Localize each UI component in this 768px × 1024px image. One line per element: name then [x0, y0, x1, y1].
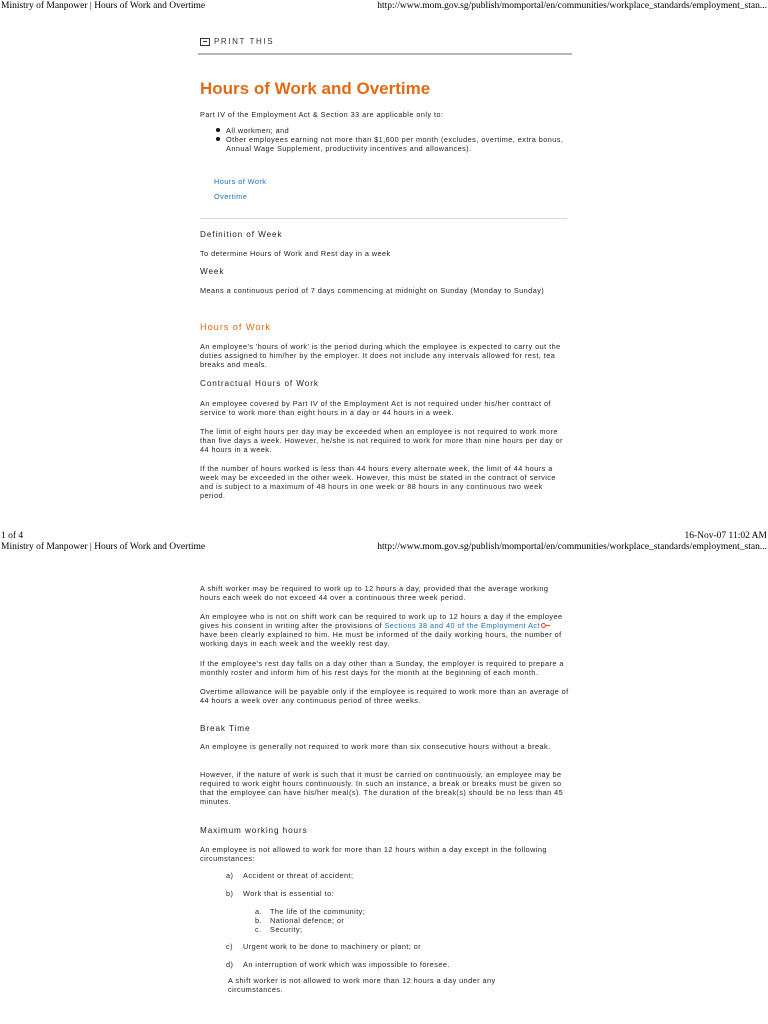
hours-of-work-text: An employee's 'hours of work' is the period during which the employee is expected to carry out the duties assigned to him/her by the employer. It does not include any intervals allowed for rest, tea breaks and meals.: [200, 342, 561, 369]
list-item: a) Accident or threat of accident;: [226, 871, 354, 880]
week-text: Means a continuous period of 7 days commencing at midnight on Sunday (Monday to Sunday): [200, 286, 545, 295]
list-item: b. National defence; or: [255, 916, 345, 925]
list-item: Other employees earning not more than $1,600 per month (excludes, overtime, extra bonus, Annual Wage Supplement, productivity incentives and allowances).: [200, 135, 580, 153]
definition-heading: Definition of Week: [200, 230, 283, 239]
header-title: Ministry of Manpower | Hours of Work and Overtime: [1, 542, 206, 552]
external-link-icon: [541, 623, 550, 629]
list-item: d) An interruption of work which was impossible to foresee.: [226, 960, 450, 969]
intro-text: Part IV of the Employment Act & Section 33 are applicable only to:: [200, 110, 444, 119]
link-overtime[interactable]: Overtime: [214, 192, 248, 201]
intro-bullets: [200, 126, 580, 153]
shift-p4: Overtime allowance will be payable only if the employee is required to work more than an average of 44 hours a week over any continuous period of three weeks.: [200, 687, 569, 705]
break-p2: However, if the nature of work is such that it must be carried on continuously, an employee may be required to work eight hours continuously. In such an instance, a break or breaks must be given so that the employee can have his/her meal(s). The duration of the break(s) should be no less than 45 minutes.: [200, 770, 564, 806]
list-item: a. The life of the community;: [255, 907, 366, 916]
page-header: [0, 542, 768, 554]
definition-text: To determine Hours of Work and Rest day in a week: [200, 249, 391, 258]
print-this-link[interactable]: [200, 37, 274, 46]
contractual-p3: If the number of hours worked is less than 44 hours every alternate week, the limit of 44 hours a week may be exceeded in the other week. However, this must be stated in the contract of service and is subject to a maximum of 48 hours in one week or 88 hours in any continuous two week period.: [200, 464, 556, 500]
top-divider: [198, 53, 572, 55]
shift-p1: A shift worker may be required to work up to 12 hours a day, provided that the average working hours each week do not exceed 44 over a continuous three week period.: [200, 584, 549, 602]
header-url: http://www.mom.gov.sg/publish/momportal/en/communities/workplace_standards/employment_stan...: [377, 542, 767, 552]
contractual-p2: The limit of eight hours per day may be exceeded when an employee is not required to work more than five days a week. However, he/she is not required to work for more than nine hours per day or 44 hours in a week.: [200, 427, 563, 454]
contractual-p1: An employee covered by Part IV of the Employment Act is not required under his/her contract of service to work more than eight hours in a day or 44 hours in a week.: [200, 399, 551, 417]
page-count: 1 of 4: [1, 531, 24, 541]
list-item: c) Urgent work to be done to machinery or plant; or: [226, 942, 422, 951]
break-p1: An employee is generally not required to work more than six consecutive hours without a break.: [200, 742, 551, 751]
header-title: Ministry of Manpower | Hours of Work and Overtime: [1, 1, 206, 11]
break-heading: Break Time: [200, 724, 251, 733]
max-hours-intro: An employee is not allowed to work for more than 12 hours within a day except in the following circumstances:: [200, 845, 547, 863]
list-item: b) Work that is essential to:: [226, 889, 335, 898]
shift-p3: If the employee's rest day falls on a day other than a Sunday, the employer is required to prepare a monthly roster and inform him of his rest days for the month at the beginning of each month.: [200, 659, 564, 677]
hours-of-work-heading: Hours of Work: [200, 322, 271, 332]
print-label: PRINT THIS: [214, 37, 275, 46]
list-item: All workmen; and: [200, 126, 580, 135]
max-hours-closing: A shift worker is not allowed to work more than 12 hours a day under any circumstances.: [228, 976, 496, 994]
section-divider: [200, 218, 567, 219]
link-hours-of-work[interactable]: Hours of Work: [214, 177, 267, 186]
week-heading: Week: [200, 267, 225, 276]
employment-act-link[interactable]: Sections 38 and 40 of the Employment Act: [384, 621, 540, 630]
page-title: Hours of Work and Overtime: [200, 79, 431, 98]
shift-p2: An employee who is not on shift work can be required to work up to 12 hours a day if the employee gives his consent in writing after the provisions of Sections 38 and 40 of the Employment Act have been clearly explained to him. He must be informed of the daily working hours, the number of working days in each week and the weekly rest day.: [200, 612, 563, 648]
page-header: [0, 1, 768, 13]
contractual-heading: Contractual Hours of Work: [200, 379, 319, 388]
print-datetime: 16-Nov-07 11:02 AM: [684, 531, 767, 541]
list-item: c. Security;: [255, 925, 303, 934]
printer-icon: [200, 38, 210, 46]
max-hours-heading: Maximum working hours: [200, 826, 308, 835]
header-url: http://www.mom.gov.sg/publish/momportal/en/communities/workplace_standards/employment_stan...: [377, 1, 767, 11]
